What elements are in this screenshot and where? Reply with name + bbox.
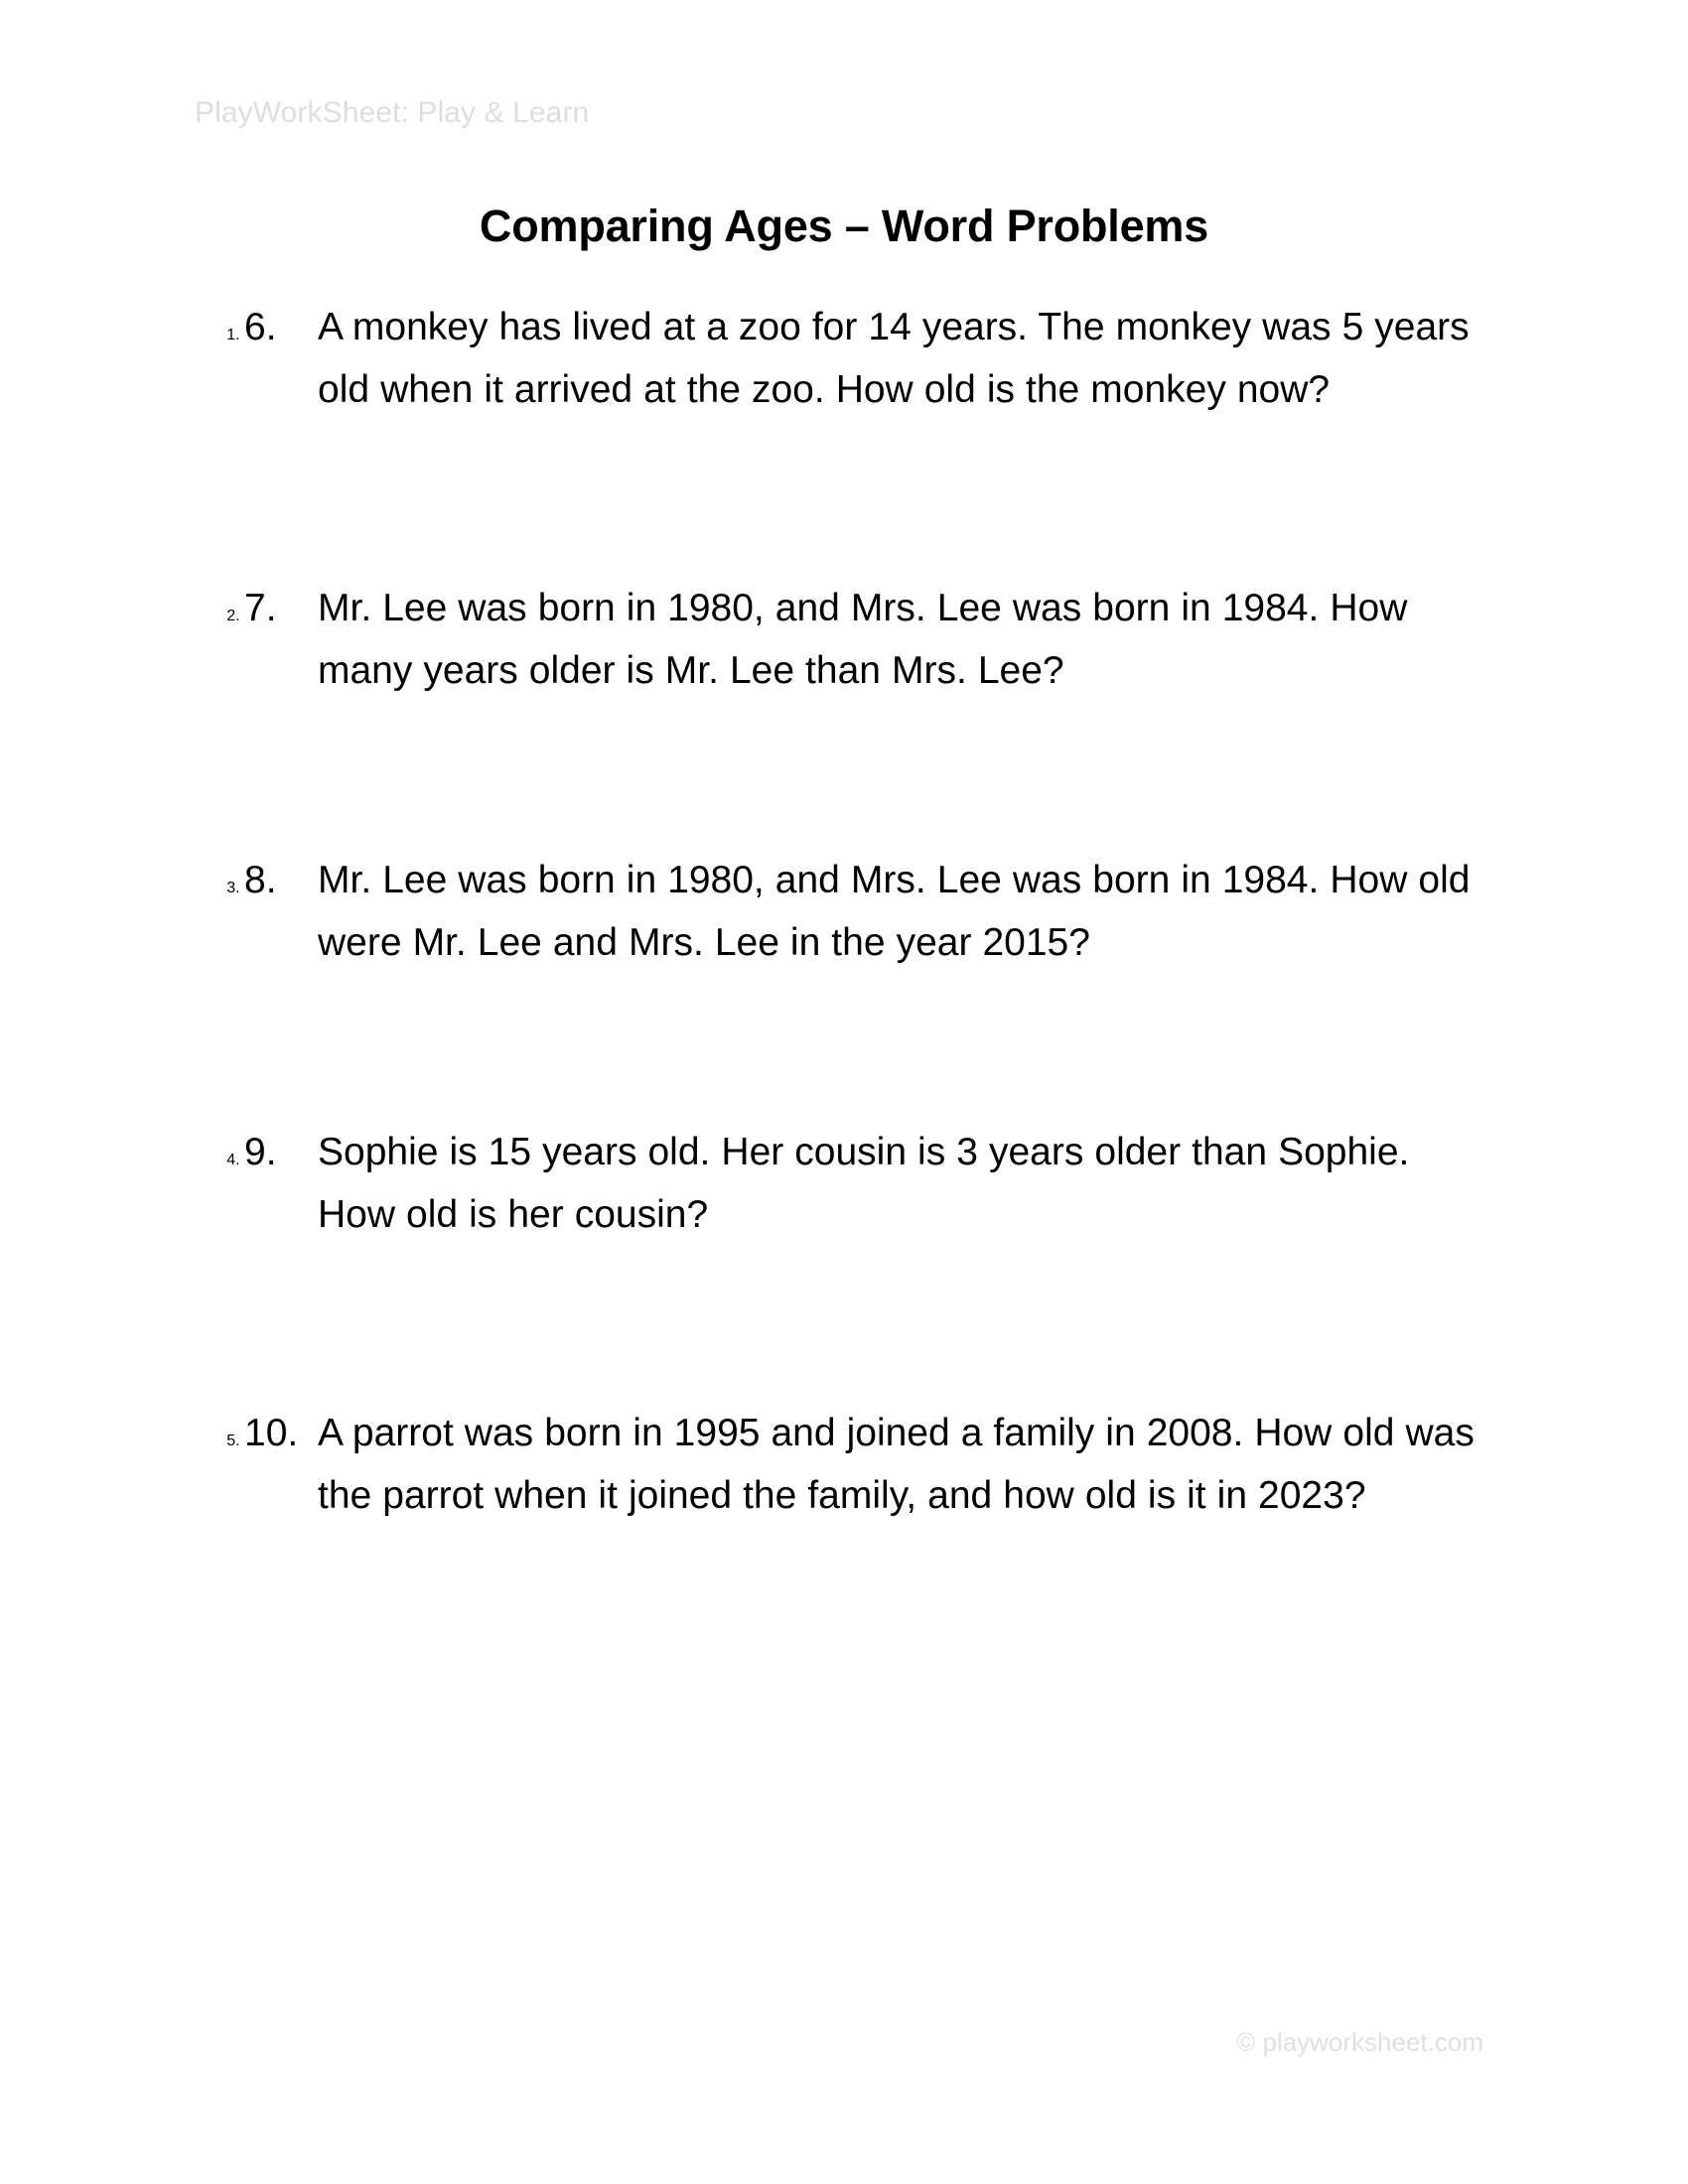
problem-text-6: A monkey has lived at a zoo for 14 years. The monkey was 5 years old when it arrived at the zoo. How old is the monkey now? xyxy=(318,306,1470,411)
brand-header: PlayWorkSheet: Play & Learn xyxy=(195,96,590,129)
footer-copyright: © playworksheet.com xyxy=(1236,2027,1483,2057)
problem-item-7 xyxy=(244,577,1485,702)
problem-text-7: Mr. Lee was born in 1980, and Mrs. Lee was born in 1984. How many years older is Mr. Lee than Mrs. Lee? xyxy=(318,587,1408,692)
page-title: Comparing Ages – Word Problems xyxy=(479,201,1209,252)
problem-item-8 xyxy=(244,849,1485,974)
problem-item-6 xyxy=(244,296,1485,421)
problem-text-10: A parrot was born in 1995 and joined a family in 2008. How old was the parrot when it joined the family, and how old is it in 2023? xyxy=(318,1412,1475,1517)
problem-number-10: 5. 10. xyxy=(244,1412,299,1454)
problem-number-7: 2. 7. xyxy=(244,587,277,629)
problem-list xyxy=(205,296,1485,1527)
problem-number-9: 4. 9. xyxy=(244,1131,277,1173)
problem-number-6: 1. 6. xyxy=(244,306,277,348)
problem-number-8: 3. 8. xyxy=(244,859,277,901)
problem-text-9: Sophie is 15 years old. Her cousin is 3 years older than Sophie. How old is her cousin? xyxy=(318,1131,1410,1236)
problem-item-10 xyxy=(244,1402,1485,1527)
problem-item-9 xyxy=(244,1121,1485,1246)
problem-text-8: Mr. Lee was born in 1980, and Mrs. Lee was born in 1984. How old were Mr. Lee and Mrs. Lee in the year 2015? xyxy=(318,859,1471,964)
